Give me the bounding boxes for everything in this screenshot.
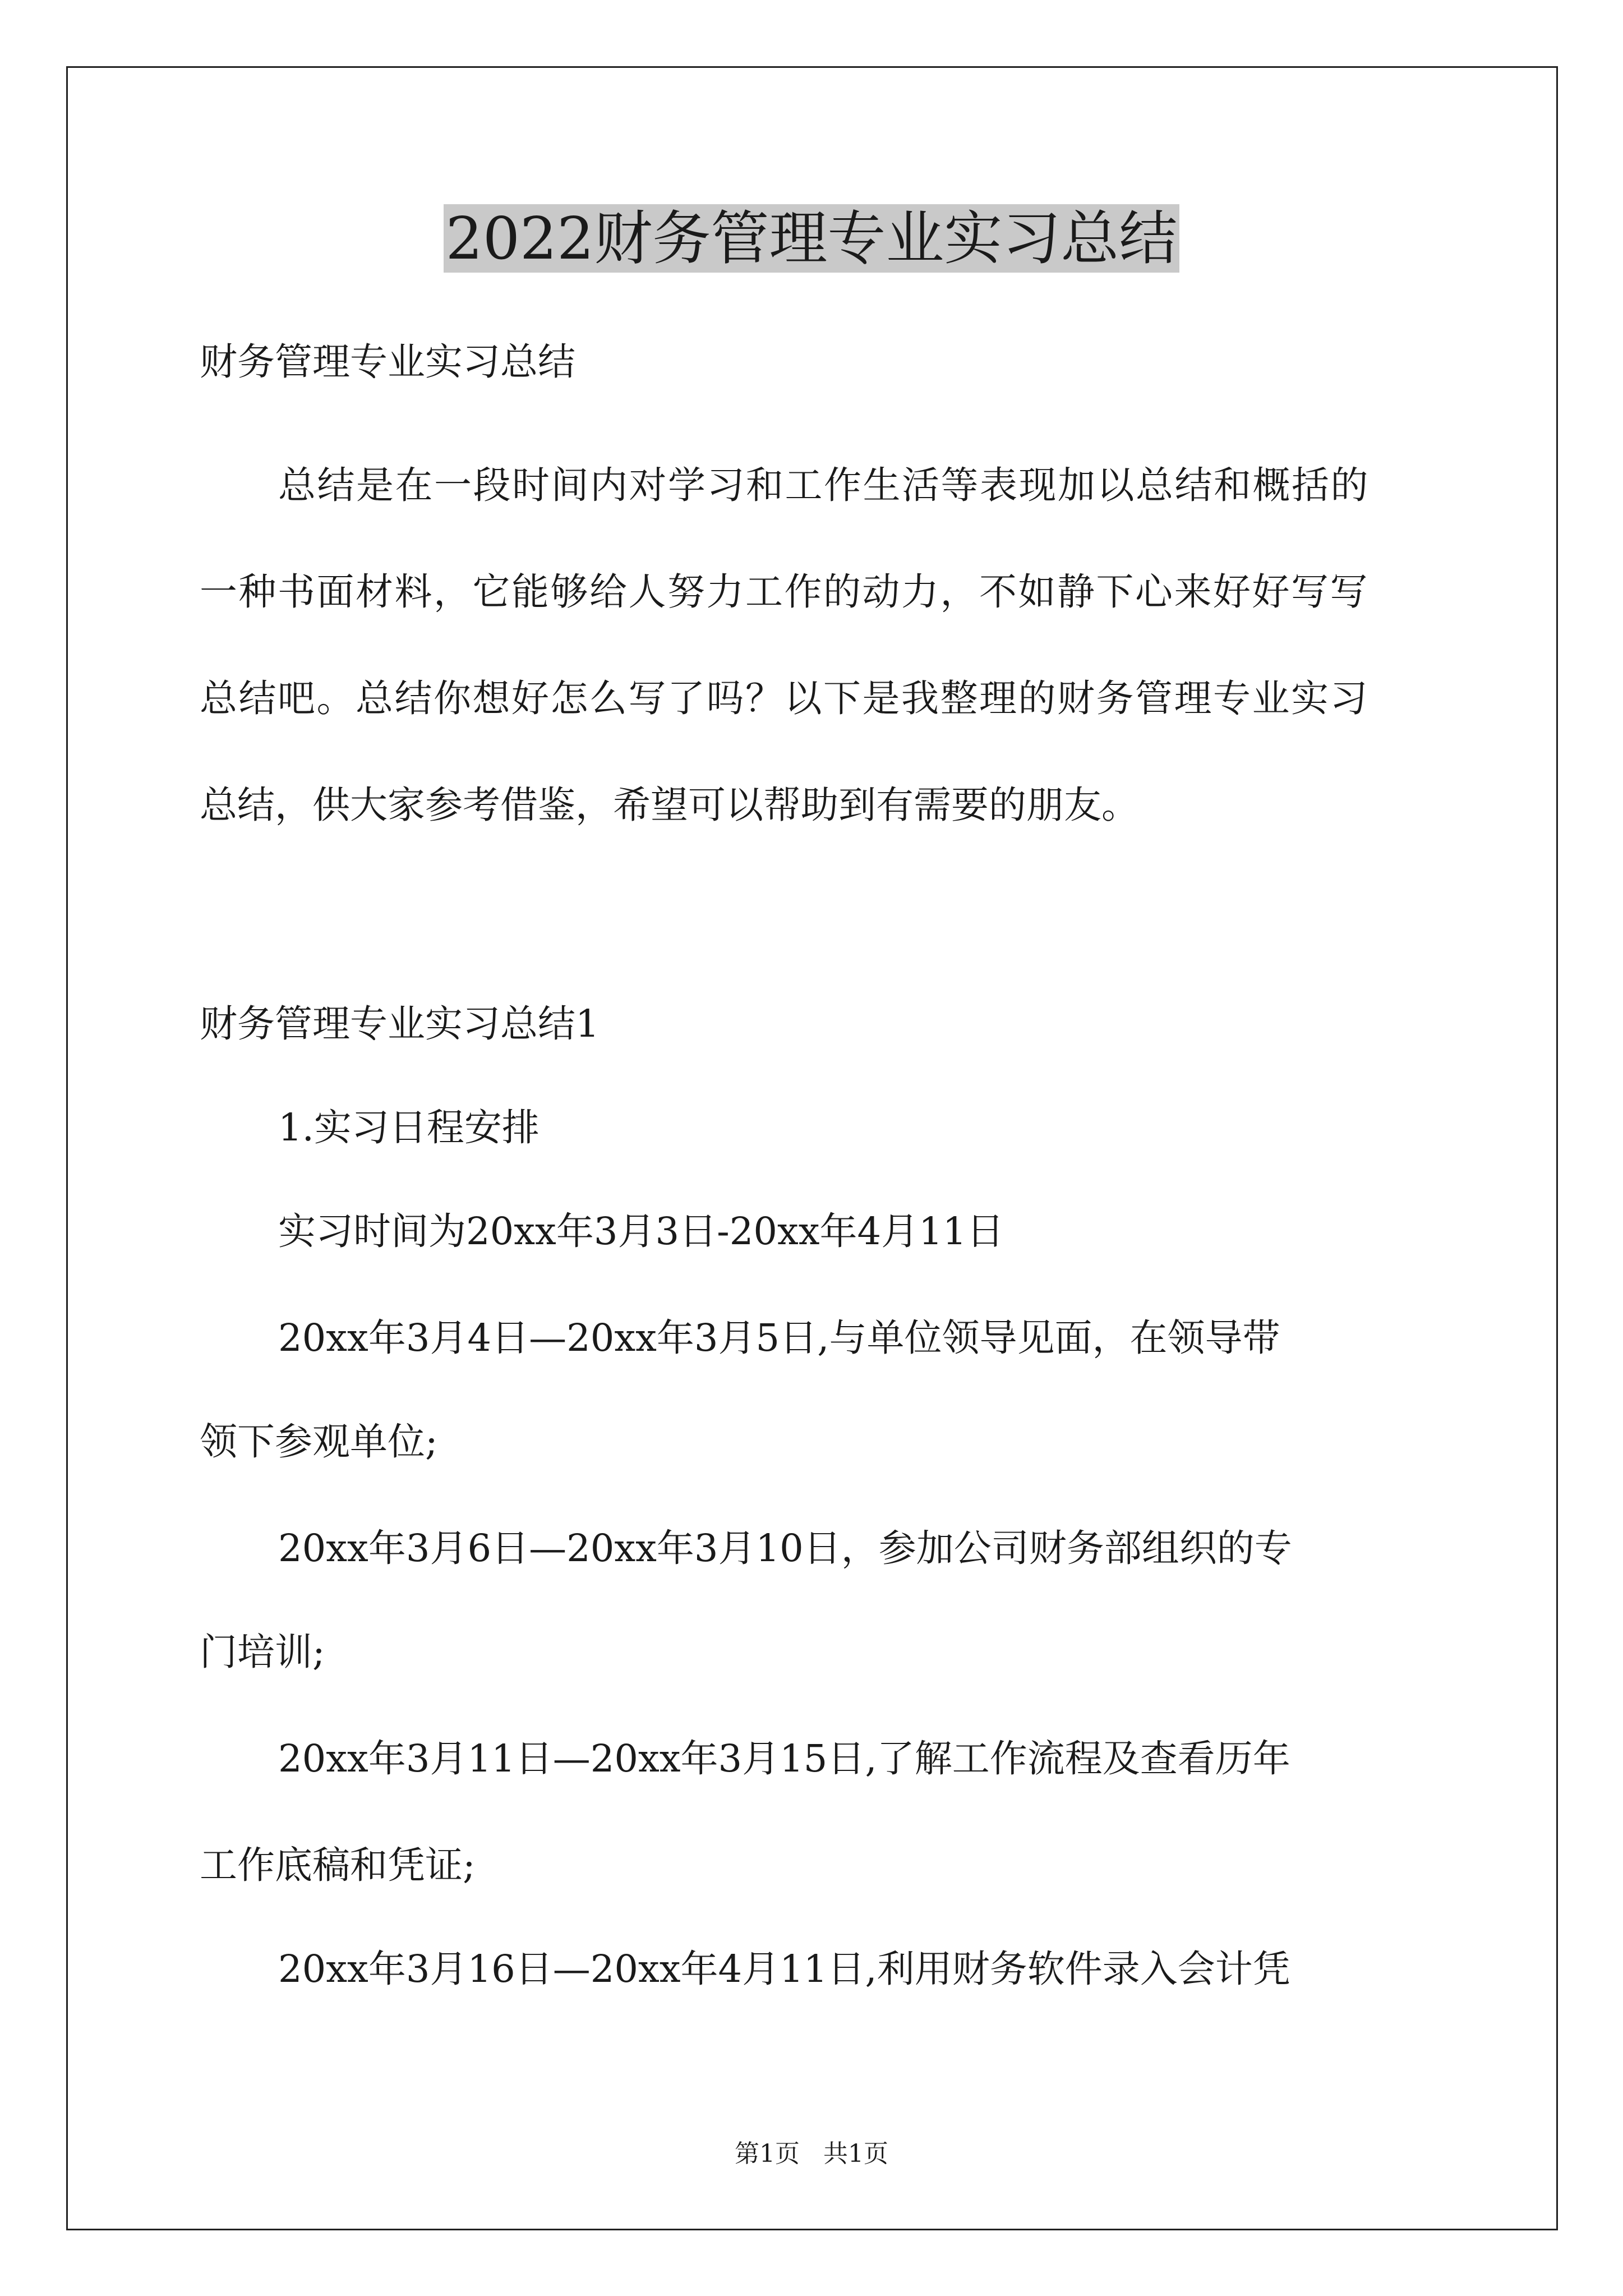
intro-heading: 财务管理专业实习总结 <box>200 340 575 384</box>
schedule-item-line: 门培训; <box>200 1630 325 1674</box>
paragraph-line: 总结吧。总结你想好怎么写了吗？以下是我整理的财务管理专业实习 <box>200 677 1369 720</box>
paragraph-line: 实习时间为20xx年3月3日-20xx年4月11日 <box>278 1209 1004 1253</box>
schedule-item-line: 20xx年3月11日—20xx年3月15日,了解工作流程及查看历年 <box>278 1737 1290 1780</box>
paragraph-line: 总结是在一段时间内对学习和工作生活等表现加以总结和概括的 <box>278 463 1370 507</box>
schedule-item-line: 工作底稿和凭证; <box>200 1843 476 1887</box>
document-title-text: 2022财务管理专业实习总结 <box>444 204 1180 273</box>
schedule-item-line: 20xx年3月4日—20xx年3月5日,与单位领导见面，在领导带 <box>278 1316 1280 1360</box>
section-heading: 财务管理专业实习总结1 <box>200 1002 600 1046</box>
subsection-heading: 1.实习日程安排 <box>278 1106 540 1149</box>
document-title <box>0 199 1623 278</box>
paragraph-line: 总结，供大家参考借鉴，希望可以帮助到有需要的朋友。 <box>200 783 1139 827</box>
schedule-item-line: 20xx年3月6日—20xx年3月10日，参加公司财务部组织的专 <box>278 1526 1292 1570</box>
page-number-footer: 第1页 共1页 <box>735 2139 888 2168</box>
schedule-item-line: 领下参观单位; <box>200 1420 438 1464</box>
paragraph-line: 一种书面材料，它能够给人努力工作的动力，不如静下心来好好写写 <box>200 570 1369 614</box>
schedule-item-line: 20xx年3月16日—20xx年4月11日,利用财务软件录入会计凭 <box>278 1947 1290 1991</box>
